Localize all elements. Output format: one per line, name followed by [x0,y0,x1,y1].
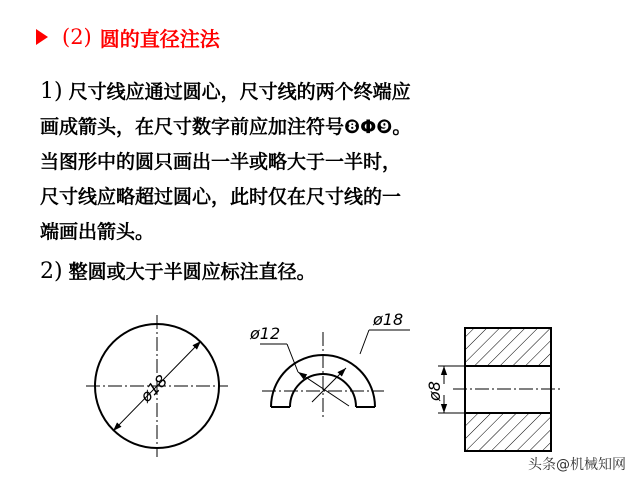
rule-1-line: 尺寸线应略超过圆心，此时仅在尺寸线的一 [40,186,402,208]
heading-title: 圆的直径注法 [99,26,220,51]
rule-2-text: 整圆或大于半圆应标注直径。 [68,261,316,283]
arc-outer-dimension-label: ø18 [373,310,404,329]
arc-figure [249,310,410,420]
rule-1-number: 1) [40,79,63,104]
full-circle-dimension-label: ø18 [136,371,172,406]
rule-1-line: 端画出箭头。 [40,221,155,243]
rule-1-line: 画成箭头，在尺寸数字前应加注符号❽Φ❾。 [40,116,412,138]
section-dimension-label: ø8 [425,381,444,401]
section-figure [425,328,563,451]
full-circle-figure [86,315,228,457]
rule-1-line-text: 尺寸线应通过圆心，尺寸线的两个终端应 [68,81,411,103]
rule-2-number: 2) [40,259,63,284]
rule-1-line: 当图形中的圆只画出一半或略大于一半时， [40,151,402,173]
arc-inner-dimension-label: ø12 [250,324,281,343]
heading-number: (2) [62,25,92,49]
watermark: 头条@机械知网 [528,457,626,473]
